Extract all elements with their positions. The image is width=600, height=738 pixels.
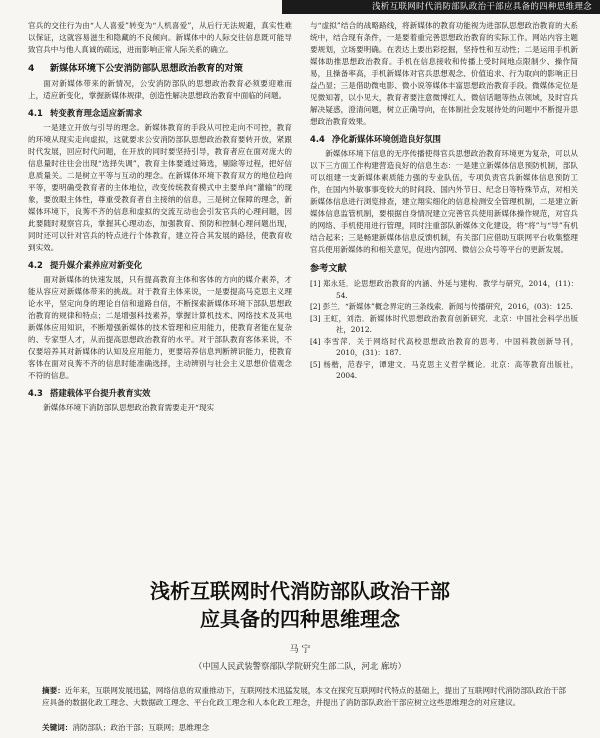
paragraph: 面对新媒体带来的新情况，公安消防部队的思想政治教育必须要迎难而上，适应新变化，掌握新媒体规律，创造性解决思想政治教育中面临的问题。 [28, 79, 292, 100]
section-number: 4.2 [28, 260, 43, 270]
paragraph: 与“虚拟”结合的战略路线，将新媒体的教育功能视为进部队思想政治教育的大系统中，结合现有条件，一是要着重完善思想政治教育的实际工作。网站内容主题要规划，立场要明确。在表达上要出彩挖掘，坚持性和互动性；二是运用手机新媒体助推思想政治教育。手机在信息接收和传播上受时间地点限制少、操作简易，且操备率高，手机新媒体对官兵思想观念、价值追求、行为取向的影响正日益凸显；三是借助微电影、微小说等媒体丰富思想政治教育手段。微媒体定位是见微知著，以小见大，教育者要注意微博红人、微信话题等热点领域，及时官兵解决疑惑，澄清问题，树立正确导向，在体制社会发展待处的问题中不断提升思想政治教育效果。 [310, 21, 578, 126]
section-heading-4-3 [28, 387, 292, 400]
section-number: 4.4 [310, 134, 325, 144]
section-number: 4 [28, 63, 35, 74]
paragraph: 面对新媒体的快速发展，只有提高教育主体和客体的方向的媒介素养，才能从容应对新媒体带来的挑战。对于教育主体来说，一是要提高马克思主义理论水平，坚定向身的理论自信和道路自信，不断探索新媒体环境下部队思想政治教育的规律和特点；二是增强科技素养，掌握计算机技术、网络技术及其电新媒体应用知识，不断增强新媒体的技术管理和应用能力，使教育者能在复杂的、专家型人才，从而提高思想政治教育的水平。对于部队教育客体来说，不仅要培养其对新媒体的认知及应用能力，更要培养信息判断辨识能力，使教育客体在面对良莠不齐的信息时能准确选择，主动辨别与社会主义思想价值观念不符的信息。 [28, 275, 292, 380]
author-name: 马 宁 [289, 645, 311, 655]
reference-number: [1] [310, 279, 321, 288]
abstract-text: 近年来，互联网发展迅猛，网络信息的双重推动下，互联网技术迅猛发展，本文在探究互联网时代特点的基础上，提出了互联网时代消防部队政治干部应具备的数据化政工理念、大数据政工理念、平台化政工理念和人本化政工理念，并提出了消防部队政治干部应树立这些思维理念的对应建议。 [42, 686, 567, 707]
reference-text: 李雪萍．关于网络时代高校思想政治教育的思考．中国科教创新导刊，2010，(31)：187. [323, 336, 578, 357]
paragraph: 一是建立开放与引导的理念。新媒体教育的手段从可控走向不可控，教育的环境从现实走向虚拟，这就要求公安消防部队思想政治教育要转开放，紧跟时代发展，回应时代问题，在开放的同时要坚持引导，教育者应在面对庞大的信息量时往往会出现“选择失调”，教育主体要通过筛选，剔除等过程，把好信息质量关。二是树立平等与互动的理念。在新媒体环境下教育双方的地位趋向平等，要明确受教育者的主体地位，改变传统教育模式中主要单向“灌输”的现象，要放眼主体性，尊重受教育者自主接纳的信息，三是树立保障的理念，新媒体环境下，良莠不齐的信息和虚拟的交流互动也会引发官兵的心理问题，因此要随时观察官兵，掌握其心理动态，加强教育、预防和控制心理问题出现，同时还可以针对官兵的特点进行个体教育，建立符合其发展的路径，使教育收到实效。 [28, 123, 292, 252]
references-heading: 参考文献 [310, 263, 347, 274]
running-header: 浅析互联网时代消防部队政治干部应具备的四种思维理念 [282, 0, 600, 14]
section-number: 4.1 [28, 108, 43, 118]
article-title-line-2: 应具备的四种思维理念 [200, 607, 400, 631]
left-column [28, 20, 292, 414]
paragraph: 新媒体环境下信息的无序传播使得官兵思想政治教育环境更为复杂，可以从以下三方面工作构建营造良好的信息生态：一是建立新媒体信息预防机制，部队可以组建一支新媒体素质能力强的专业队伍，专项负责官兵新媒体信息预防工作，在国内外敏事事变较大的时间段、国内外节日、纪念日等特殊节点，对相关新媒体信息进行浏览排查，建立翔实细化的信息检测安全管理机制，二是建立新媒体信息监管机制，要根据自身情况建立完善官兵使用新媒体操作规范，对官兵的网络、手机使用进行管理，同时注重部队新媒体文化建设，将“将”与“导”有机结合起来；三是畅建新媒体信息反馈机制，有关部门应借助互联网平台收集整理官兵使用新媒体的和相关意见，促进内部网、微信公众号等平台的更新发展。 [310, 149, 578, 254]
reference-number: [5] [310, 359, 321, 369]
section-title: 搭建载体平台提升教育实效 [50, 388, 151, 398]
reference-item [310, 336, 578, 359]
section-title: 转变教育理念适应新需求 [50, 108, 143, 118]
section-heading-4-1 [28, 107, 292, 120]
reference-number: [2] [310, 302, 321, 311]
reference-list [310, 278, 578, 382]
section-number: 4.3 [28, 388, 43, 398]
reference-item [310, 359, 578, 382]
section-heading-4-4 [310, 133, 578, 146]
section-title: 新媒体环境下公安消防部队思想政治教育的对策 [50, 63, 243, 74]
article-title-line-1: 浅析互联网时代消防部队政治干部 [150, 579, 450, 603]
abstract [42, 685, 566, 709]
reference-item [310, 313, 578, 336]
section-title: 净化新媒体环境创造良好氛围 [332, 134, 441, 144]
reference-text: 杨楷，范春宇，谭建文．马克思主义哲学概论．北京：高等教育出版社，2004. [323, 359, 578, 380]
section-heading-4-2 [28, 259, 292, 272]
author-affiliation: （中国人民武装警察部队学院研究生部二队，河北 廊坊） [193, 661, 407, 671]
reference-item [310, 301, 578, 313]
paragraph: 新媒体环境下消防部队思想政治教育需要走开“现实 [43, 403, 215, 412]
reference-number: [4] [310, 336, 321, 346]
abstract-label: 摘要： [42, 686, 65, 695]
right-column [310, 20, 578, 382]
reference-text: 彭兰．“新媒体”概念界定的三条线索．新闻与传播研究，2016，(03)：125. [322, 302, 573, 311]
reference-text: 王虹，刘浩．新媒体时代思想政治教育创新研究．北京：中国社会科学出版社，2012. [323, 313, 578, 334]
keywords-label: 关键词： [42, 723, 73, 732]
section-title: 提升媒介素养应对新变化 [50, 260, 143, 270]
keywords [42, 722, 566, 733]
paragraph: 官兵的交往行为由“人人喜爱”转变为“人机喜爱”，从后行无法规避，真实性难以保证，这就容易滋生和隐藏的不良倾向。新媒体中的人际交往信息既可能导致官兵中与他人真诚的疏远，进而影响正常人际关系的确立。 [28, 21, 292, 54]
reference-number: [3] [310, 313, 321, 323]
reference-text: 郑永廷．论思想政治教育的内涵、外延与建构．教学与研究，2014，(11)：54. [323, 279, 578, 300]
keywords-text: 消防部队；政治干部；互联网；思维理念 [72, 723, 210, 732]
reference-item [310, 278, 578, 301]
section-heading-4 [28, 62, 292, 76]
